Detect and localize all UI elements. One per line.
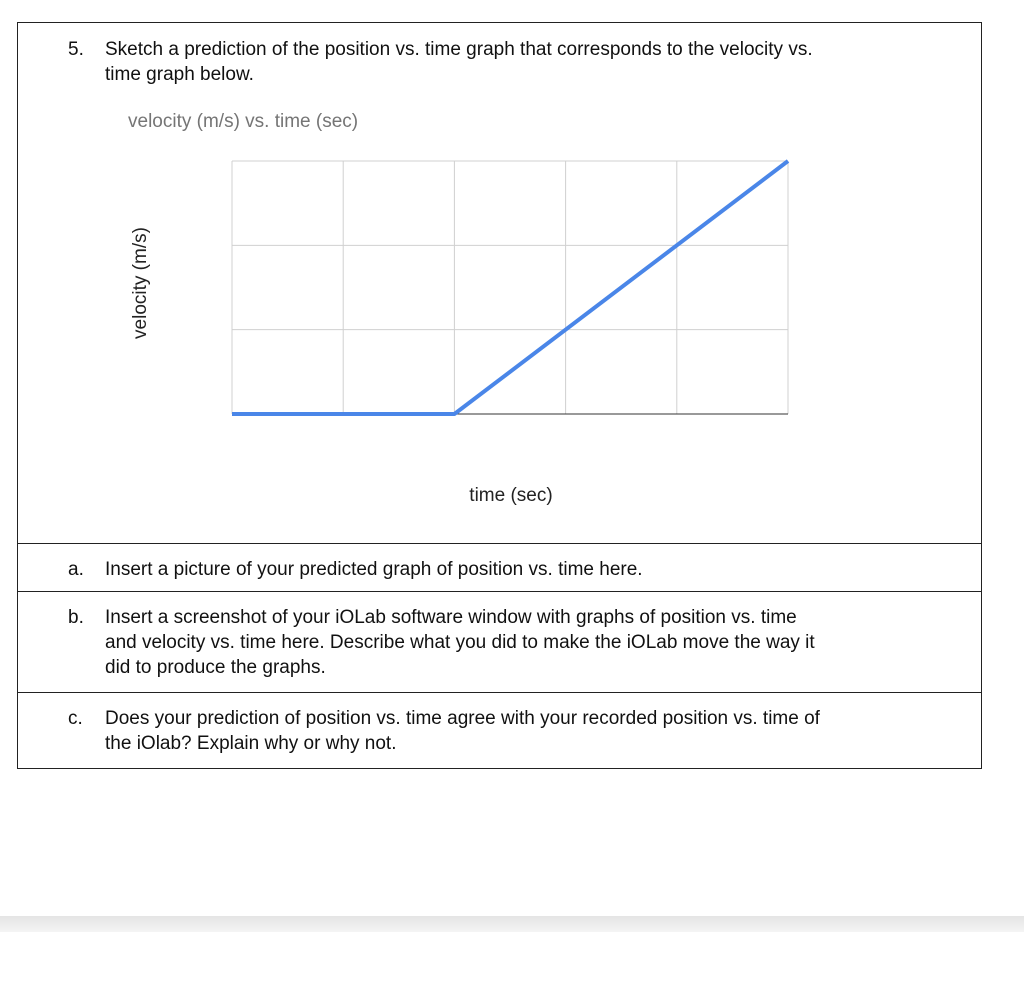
- part-b-marker: b.: [68, 607, 84, 628]
- part-b-text-line-1: Insert a screenshot of your iOLab software window with graphs of position vs. time: [105, 607, 797, 628]
- velocity-time-chart: [18, 23, 981, 543]
- worksheet-table: [17, 22, 982, 769]
- part-a-marker: a.: [68, 559, 84, 580]
- part-a-text: Insert a picture of your predicted graph of position vs. time here.: [105, 559, 643, 580]
- part-a: [68, 557, 961, 582]
- question-number: 5.: [68, 39, 84, 60]
- question-text-line-2: time graph below.: [105, 64, 254, 85]
- part-b: [68, 605, 961, 680]
- question-5-cell: [18, 23, 981, 543]
- part-c: [68, 706, 961, 756]
- part-c-text-line-2: the iOlab? Explain why or why not.: [105, 733, 397, 754]
- part-c-cell: [18, 692, 981, 768]
- question-text-line-1: Sketch a prediction of the position vs. time graph that corresponds to the velocity vs.: [105, 39, 813, 60]
- part-c-text-line-1: Does your prediction of position vs. time agree with your recorded position vs. time of: [105, 708, 820, 729]
- part-a-cell: [18, 543, 981, 591]
- y-axis-label: velocity (m/s): [130, 227, 151, 339]
- part-b-cell: [18, 591, 981, 692]
- part-b-text-line-3: did to produce the graphs.: [105, 657, 326, 678]
- x-axis-label: time (sec): [469, 485, 553, 506]
- part-b-text-line-2: and velocity vs. time here. Describe what you did to make the iOLab move the way it: [105, 632, 815, 653]
- part-c-marker: c.: [68, 708, 83, 729]
- page-footer-divider: [0, 916, 1024, 932]
- series-line-velocity: [232, 161, 788, 414]
- chart-title: velocity (m/s) vs. time (sec): [128, 111, 359, 132]
